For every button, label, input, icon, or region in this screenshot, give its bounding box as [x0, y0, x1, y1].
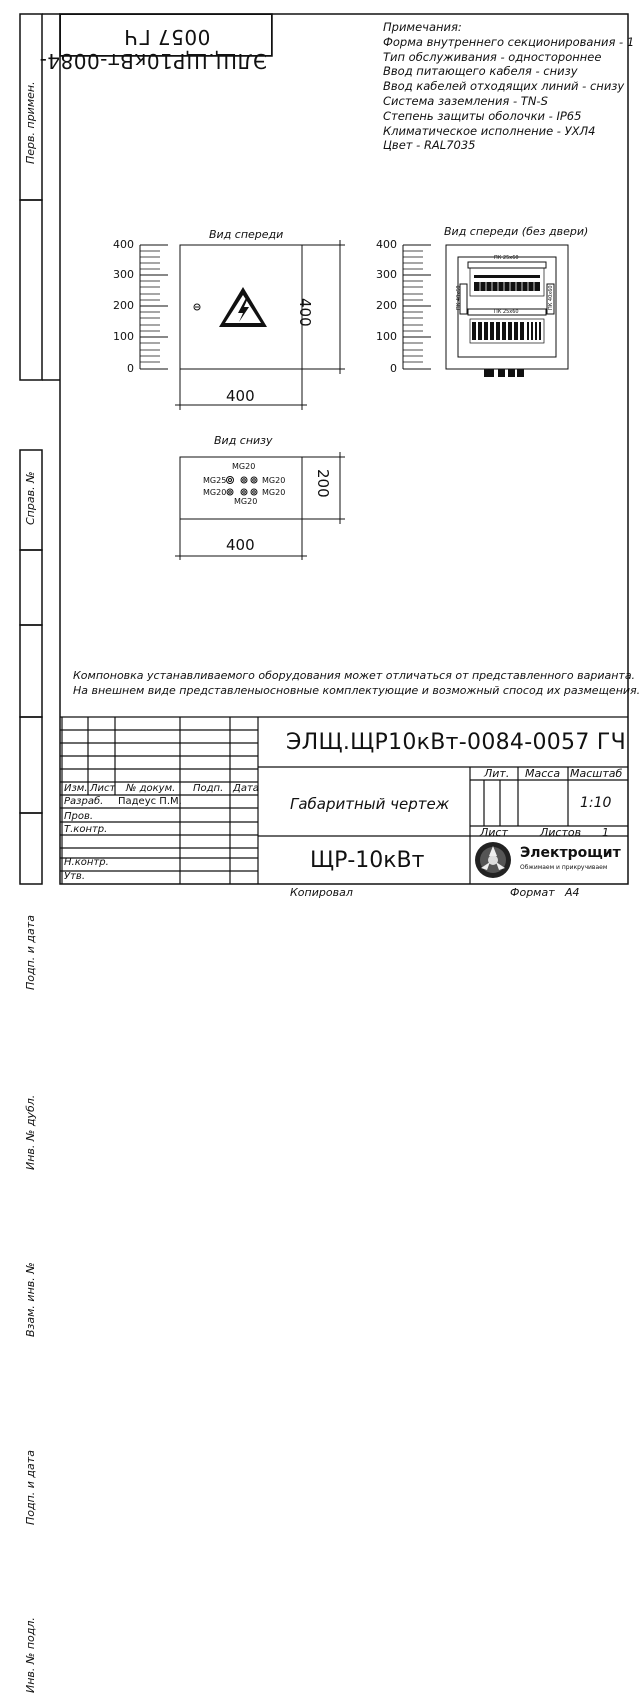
note-line: Форма внутреннего секционирования - 1 — [383, 34, 635, 49]
note-line: Климатическое исполнение - УХЛ4 — [383, 123, 596, 138]
bottom-depth-dimension: 200 — [314, 469, 332, 498]
scale-tick-label: 400 — [113, 238, 134, 251]
format-label: Формат — [510, 886, 555, 899]
role-approved: Утв. — [64, 871, 85, 882]
disclaimer-line: На внешнем виде представленыосновные комплектующие и возможный спосод их размещения. — [73, 684, 640, 697]
scale-tick-label: 300 — [113, 268, 134, 281]
disclaimer — [73, 668, 640, 698]
product-name: ЩР-10кВт — [310, 848, 425, 873]
format-value: А4 — [565, 886, 580, 899]
scale-tick-label: 300 — [376, 268, 397, 281]
side-rail-label: ПК 40х60 — [456, 285, 462, 310]
note-line: Цвет - RAL7035 — [383, 138, 476, 153]
role-developer: Разраб. — [64, 796, 104, 807]
gland-label: MG20 — [262, 488, 286, 497]
front-no-door-view-label: Вид спереди (без двери) — [444, 225, 589, 238]
scale-tick-label: 0 — [127, 362, 134, 375]
role-tech-control: Т.контр. — [64, 824, 108, 835]
scale-tick-label: 200 — [113, 299, 134, 312]
header-signature: Подп. — [193, 783, 224, 794]
bottom-view-label: Вид снизу — [214, 434, 273, 447]
copied-label: Копировал — [290, 886, 353, 899]
note-line: Тип обслуживания - одностороннее — [383, 49, 602, 64]
rotated-drawing-code: ЭЛЩ.ЩР10кВт-0084-0057 ГЧ — [60, 14, 272, 56]
note-line: Ввод кабелей отходящих линий - снизу — [383, 79, 625, 94]
gland-label: MG20 — [234, 497, 258, 506]
side-label-sign-date-1: Подп. и дата — [24, 915, 37, 990]
front-width-dimension: 400 — [226, 387, 255, 405]
scale-tick-label: 100 — [113, 330, 134, 343]
rail-label: ПК 25х60 — [494, 255, 519, 261]
front-height-dimension: 400 — [296, 298, 314, 327]
drawing-code: ЭЛЩ.ЩР10кВт-0084-0057 ГЧ — [286, 730, 627, 755]
side-label-orig-inv: Инв. № подл. — [24, 1617, 37, 1693]
note-line: Система заземления - TN-S — [383, 93, 548, 108]
side-rail-label: ПК 40х60 — [548, 285, 554, 310]
scale-tick-label: 200 — [376, 299, 397, 312]
rail-label: ПК 25х60 — [494, 309, 519, 315]
front-view-label: Вид спереди — [209, 228, 284, 241]
gland-label: MG20 — [262, 476, 286, 485]
header-change: Изм. — [64, 783, 88, 794]
sheets-label: Листов — [540, 826, 582, 839]
notes-block — [383, 20, 634, 153]
side-label-first-use: Перв. примен. — [24, 81, 37, 164]
lit-label: Лит. — [484, 767, 510, 780]
header-date: Дата — [233, 783, 259, 794]
disclaimer-line: Компоновка устанавливаемого оборудования может отличаться от представленного варианта. — [73, 669, 636, 682]
note-line: Ввод питающего кабеля - снизу — [383, 64, 578, 79]
company-logo-icon — [473, 840, 513, 880]
gland-label: MG20 — [203, 488, 227, 497]
scale-tick-label: 100 — [376, 330, 397, 343]
gland-label: MG25 — [203, 476, 227, 485]
side-label-replace-inv: Взам. инв. № — [24, 1262, 37, 1337]
sheets-value: 1 — [602, 826, 609, 839]
sheet-label: Лист — [480, 826, 508, 839]
scale-value: 1:10 — [580, 795, 612, 811]
header-doc-number: № докум. — [126, 783, 176, 794]
notes-title: Примечания: — [383, 20, 462, 34]
company-name: Электрощит — [520, 845, 621, 861]
side-label-sign-date-2: Подп. и дата — [24, 1450, 37, 1525]
role-checker: Пров. — [64, 811, 94, 822]
gland-label: MG20 — [232, 462, 256, 471]
company-slogan: Обжимаем и прикручиваем — [520, 864, 608, 871]
header-sheet: Лист — [90, 783, 116, 794]
role-norm-control: Н.контр. — [64, 857, 109, 868]
developer-name: Падеус П.М. — [118, 796, 182, 807]
bottom-width-dimension: 400 — [226, 536, 255, 554]
scale-tick-label: 0 — [390, 362, 397, 375]
side-label-reference: Справ. № — [24, 471, 37, 525]
note-line: Степень защиты оболочки - IP65 — [383, 108, 582, 123]
side-label-dup-inv: Инв. № дубл. — [24, 1094, 37, 1170]
scale-tick-label: 400 — [376, 238, 397, 251]
document-name: Габаритный чертеж — [290, 795, 450, 813]
scale-label: Масштаб — [570, 767, 623, 780]
mass-label: Масса — [525, 767, 561, 780]
